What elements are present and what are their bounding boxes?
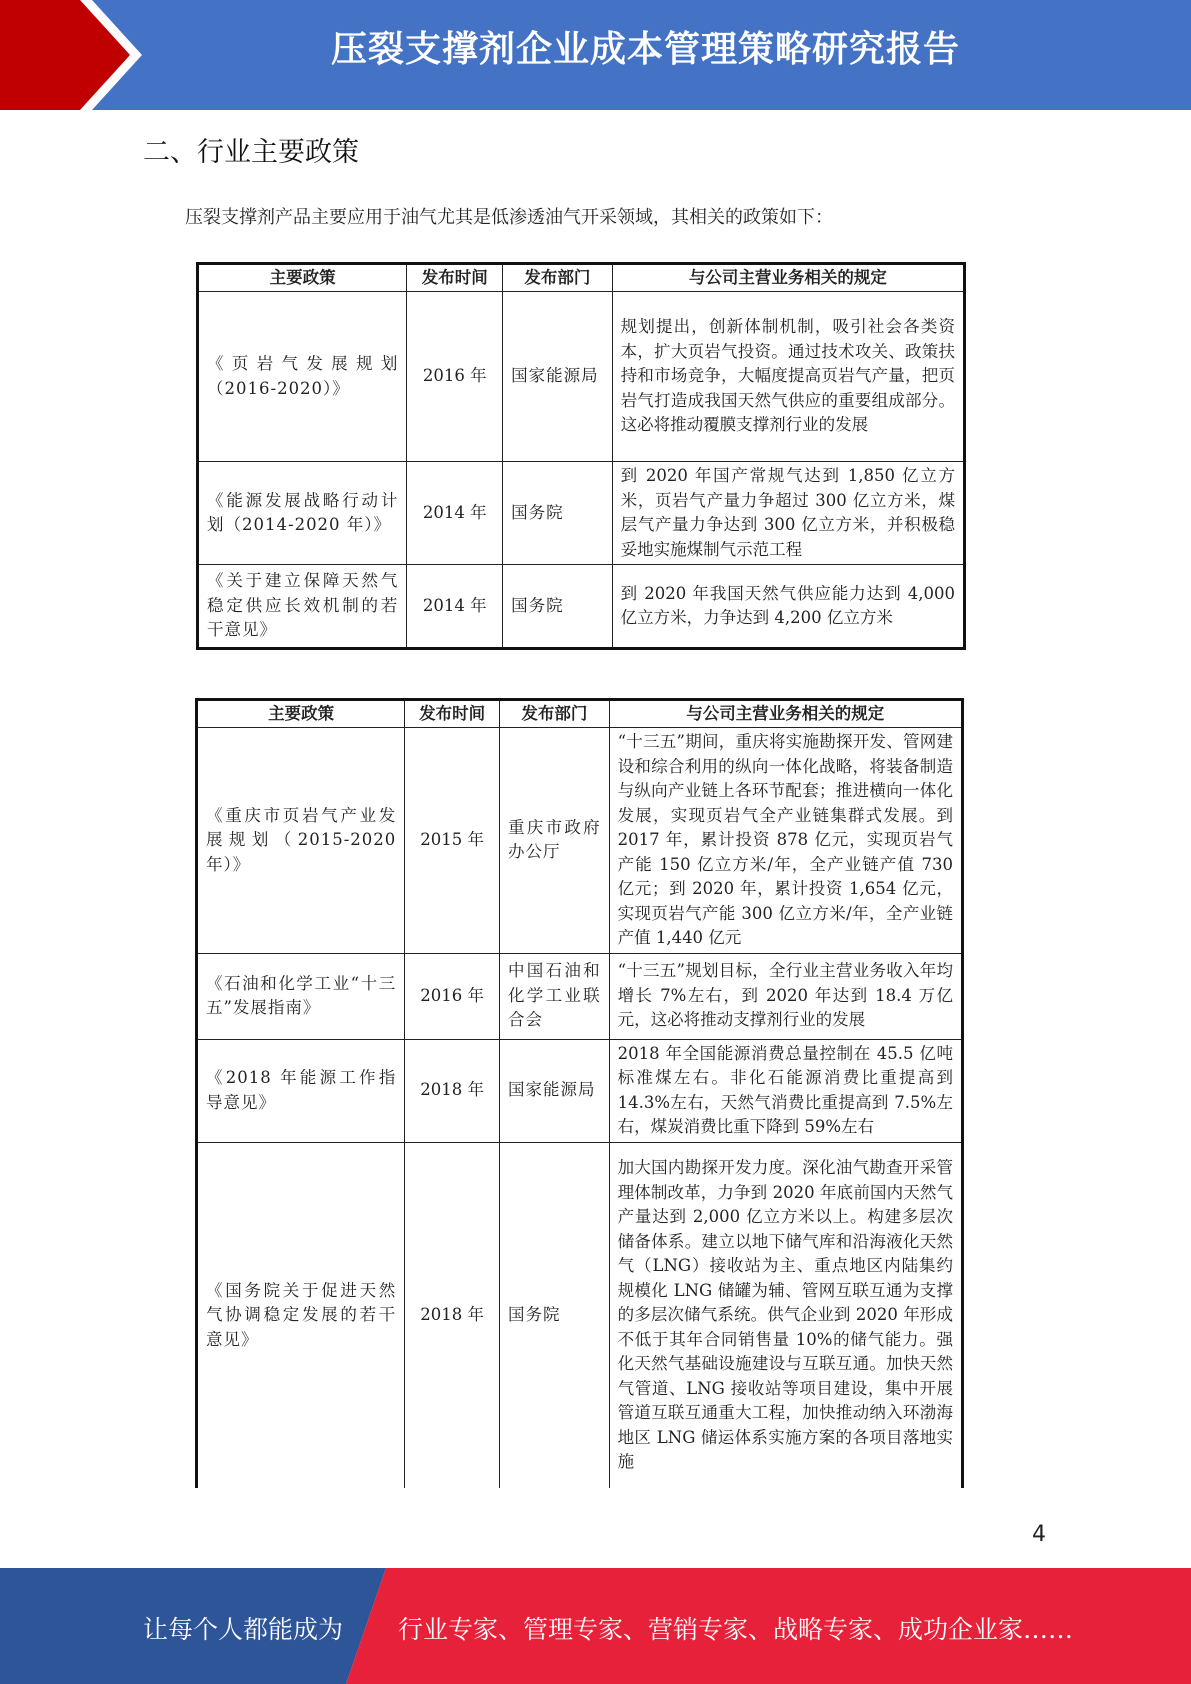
header-red-arrow-shape bbox=[0, 0, 150, 110]
header-rule: 与公司主营业务相关的规定 bbox=[609, 700, 962, 728]
header-policy: 主要政策 bbox=[198, 264, 407, 292]
policy-dept: 国务院 bbox=[500, 1142, 610, 1488]
policy-dept: 重庆市政府办公厅 bbox=[500, 728, 610, 954]
policy-date: 2014 年 bbox=[407, 565, 503, 649]
table-row bbox=[197, 1142, 963, 1488]
intro-paragraph: 压裂支撑剂产品主要应用于油气尤其是低渗透油气开采领域，其相关的政策如下： bbox=[185, 207, 833, 228]
table-row bbox=[197, 1039, 963, 1142]
table-header-row bbox=[198, 264, 965, 292]
section-heading: 二、行业主要政策 bbox=[143, 137, 359, 168]
policy-name: 《能源发展战略行动计划（2014-2020 年）》 bbox=[198, 462, 407, 565]
policy-desc: 到 2020 年我国天然气供应能力达到 4,000 亿立方米，力争达到 4,200 亿立方米 bbox=[612, 565, 964, 649]
policy-desc: “十三五”规划目标，全行业主营业务收入年均增长 7%左右，到 2020 年达到 18.4 万亿元，这必将推动支撑剂行业的发展 bbox=[609, 953, 962, 1039]
policy-dept: 国务院 bbox=[503, 565, 613, 649]
page-header bbox=[0, 0, 1191, 110]
table-row bbox=[198, 565, 965, 649]
policy-desc: 2018 年全国能源消费总量控制在 45.5 亿吨标准煤左右。非化石能源消费比重提高到 14.3%左右，天然气消费比重提高到 7.5%左右，煤炭消费比重下降到 59%左右 bbox=[609, 1039, 962, 1142]
page-number: 4 bbox=[1032, 1522, 1046, 1547]
policy-table-2 bbox=[195, 698, 964, 1488]
policy-name: 《2018 年能源工作指导意见》 bbox=[197, 1039, 405, 1142]
footer-slogan-left: 让每个人都能成为 bbox=[143, 1615, 344, 1644]
policy-name: 《国务院关于促进天然气协调稳定发展的若干意见》 bbox=[197, 1142, 405, 1488]
policy-date: 2014 年 bbox=[407, 462, 503, 565]
policy-desc: 规划提出，创新体制机制，吸引社会各类资本，扩大页岩气投资。通过技术攻关、政策扶持和市场竞争，大幅度提高页岩气产量，把页岩气打造成我国天然气供应的重要组成部分。这必将推动覆膜支撑剂行业的发展 bbox=[612, 292, 964, 462]
policy-name: 《重庆市页岩气产业发展规划（2015-2020 年）》 bbox=[197, 728, 405, 954]
header-policy: 主要政策 bbox=[197, 700, 405, 728]
policy-desc: 加大国内勘探开发力度。深化油气勘查开采管理体制改革，力争到 2020 年底前国内天然气产量达到 2,000 亿立方米以上。构建多层次储备体系。建立以地下储气库和沿海液化天然气（LNG）接收站为主、重点地区内陆集约规模化 LNG 储罐为辅、管网互联互通为支撑的多层次储气系统。供气企业到 2020 年形成不低于其年合同销售量 10%的储气能力。强化天然气基础设施建设与互联互通。加快天然气管道、LNG 接收站等项目建设，集中开展管道互联互通重大工程，加快推动纳入环渤海地区 LNG 储运体系实施方案的各项目落地实施 bbox=[609, 1142, 962, 1488]
page-title: 压裂支撑剂企业成本管理策略研究报告 bbox=[330, 29, 960, 70]
policy-date: 2015 年 bbox=[405, 728, 500, 954]
policy-date: 2016 年 bbox=[405, 953, 500, 1039]
policy-date: 2018 年 bbox=[405, 1039, 500, 1142]
footer-slogan-right: 行业专家、管理专家、营销专家、战略专家、成功企业家…… bbox=[398, 1615, 1074, 1644]
policy-date: 2016 年 bbox=[407, 292, 503, 462]
policy-dept: 国务院 bbox=[503, 462, 613, 565]
header-dept: 发布部门 bbox=[500, 700, 610, 728]
table-row bbox=[197, 953, 963, 1039]
policy-date: 2018 年 bbox=[405, 1142, 500, 1488]
policy-dept: 国家能源局 bbox=[500, 1039, 610, 1142]
header-dept: 发布部门 bbox=[503, 264, 613, 292]
table-header-row bbox=[197, 700, 963, 728]
policy-name: 《关于建立保障天然气稳定供应长效机制的若干意见》 bbox=[198, 565, 407, 649]
table-row bbox=[197, 728, 963, 954]
table-row bbox=[198, 462, 965, 565]
policy-dept: 国家能源局 bbox=[503, 292, 613, 462]
policy-desc: 到 2020 年国产常规气达到 1,850 亿立方米，页岩气产量力争超过 300 亿立方米，煤层气产量力争达到 300 亿立方米，并积极稳妥地实施煤制气示范工程 bbox=[612, 462, 964, 565]
header-rule: 与公司主营业务相关的规定 bbox=[612, 264, 964, 292]
header-date: 发布时间 bbox=[405, 700, 500, 728]
policy-dept: 中国石油和化学工业联合会 bbox=[500, 953, 610, 1039]
policy-desc: “十三五”期间，重庆将实施勘探开发、管网建设和综合利用的纵向一体化战略，将装备制造与纵向产业链上各环节配套；推进横向一体化发展，实现页岩气全产业链集群式发展。到 2017 年，累计投资 878 亿元，实现页岩气产能 150 亿立方米/年，全产业链产值 730 亿元；到 2020 年，累计投资 1,654 亿元，实现页岩气产能 300 亿立方米/年，全产业链产值 1,440 亿元 bbox=[609, 728, 962, 954]
policy-name: 《石油和化学工业“十三五”发展指南》 bbox=[197, 953, 405, 1039]
policy-name: 《页岩气发展规划（2016-2020）》 bbox=[198, 292, 407, 462]
table-row bbox=[198, 292, 965, 462]
header-date: 发布时间 bbox=[407, 264, 503, 292]
policy-table-1 bbox=[196, 262, 966, 650]
